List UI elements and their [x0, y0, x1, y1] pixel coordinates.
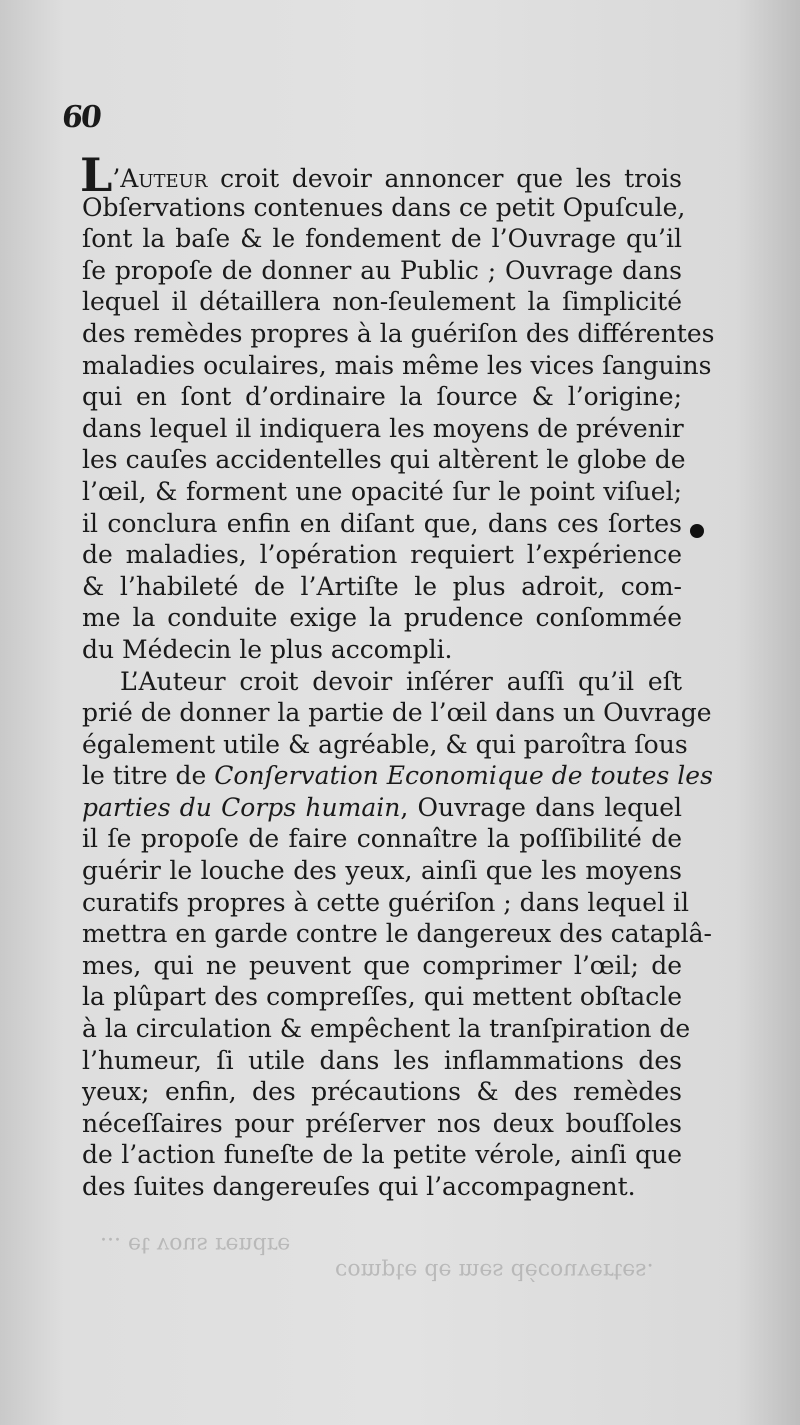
text-line: guérir le louche des yeux, ainſi que les moyens — [82, 856, 682, 886]
text-line: qui en ſont d’ordinaire la ſource & l’origine; — [82, 382, 682, 412]
text-run: croit devoir annoncer que les trois — [207, 164, 682, 193]
text-line: Obſervations contenues dans ce petit Opuſcule, — [82, 192, 686, 222]
text-run: le titre de — [82, 761, 215, 791]
text-line: de l’action funeſte de la petite vérole, ainſi que — [82, 1140, 682, 1170]
text-line: curatifs propres à cette guériſon ; dans lequel il — [82, 887, 690, 917]
text-line: mettra en garde contre le dangereux des cataplâ- — [82, 919, 712, 949]
text-line: mes, qui ne peuvent que comprimer l’œil; de — [82, 950, 682, 980]
text-line: yeux; enfin, des précautions & des remèdes — [82, 1077, 682, 1107]
text-line: lequel il détaillera non-ſeulement la ſimplicité — [82, 287, 682, 317]
text-line: à la circulation & empêchent la tranſpiration de — [82, 1014, 691, 1044]
ink-blot — [690, 524, 704, 538]
text-line: les cauſes accidentelles qui altèrent le globe de — [82, 445, 686, 475]
text-line: ſont la baſe & le fondement de l’Ouvrage qu’il — [82, 224, 682, 254]
text-line: il conclura enfin en diſant que, dans ces ſortes — [82, 508, 682, 538]
title-line — [82, 760, 713, 792]
text-line: également utile & agréable, & qui paroîtra ſous — [82, 729, 688, 759]
text-line: l’œil, & forment une opacité ſur le point viſuel; — [82, 476, 682, 506]
text-run: , Ouvrage dans lequel — [400, 792, 682, 822]
book-title-italic: Conſervation Economique de toutes les — [214, 761, 713, 791]
book-title-italic: parties du Corps humain — [82, 792, 401, 822]
text-line: prié de donner la partie de l’œil dans un Ouvrage — [82, 698, 712, 728]
body-text — [80, 148, 715, 1203]
text-line: il ſe propoſe de faire connaître la poſſibilité de — [82, 824, 682, 854]
text-line: & l’habileté de l’Artiſte le plus adroit, com- — [82, 571, 682, 601]
drop-cap: L — [80, 148, 113, 202]
bleed-through-text: ... et vous rendre — [100, 1232, 291, 1257]
text-line: néceſſaires pour préſerver nos deux bouſſoles — [82, 1108, 682, 1138]
title-line — [82, 792, 682, 824]
text-line: dans lequel il indiquera les moyens de prévenir — [82, 413, 684, 443]
text-line: la plûpart des compreſſes, qui mettent obſtacle — [82, 982, 682, 1012]
smallcaps-word: ’Auteur — [112, 164, 208, 193]
text-line: maladies oculaires, mais même les vices ſanguins — [82, 350, 712, 380]
text-line: l’humeur, ſi utile dans les inflammations des — [82, 1045, 682, 1075]
paragraph-1-line-1 — [80, 148, 682, 202]
text-line: ſe propoſe de donner au Public ; Ouvrage dans — [82, 255, 682, 285]
text-line: du Médecin le plus accompli. — [82, 634, 453, 664]
text-line: des ſuites dangereuſes qui l’accompagnent. — [82, 1172, 636, 1201]
page-number: 60 — [60, 100, 102, 135]
bleed-through-text: compte de mes découvertes. — [335, 1258, 654, 1283]
text-line: me la conduite exige la prudence conſommée — [82, 603, 682, 633]
text-line: L’Auteur croit devoir inſérer auſſi qu’il eſt — [120, 666, 682, 696]
text-line: de maladies, l’opération requiert l’expérience — [82, 540, 682, 570]
text-line: des remèdes propres à la guériſon des différentes — [82, 318, 715, 348]
